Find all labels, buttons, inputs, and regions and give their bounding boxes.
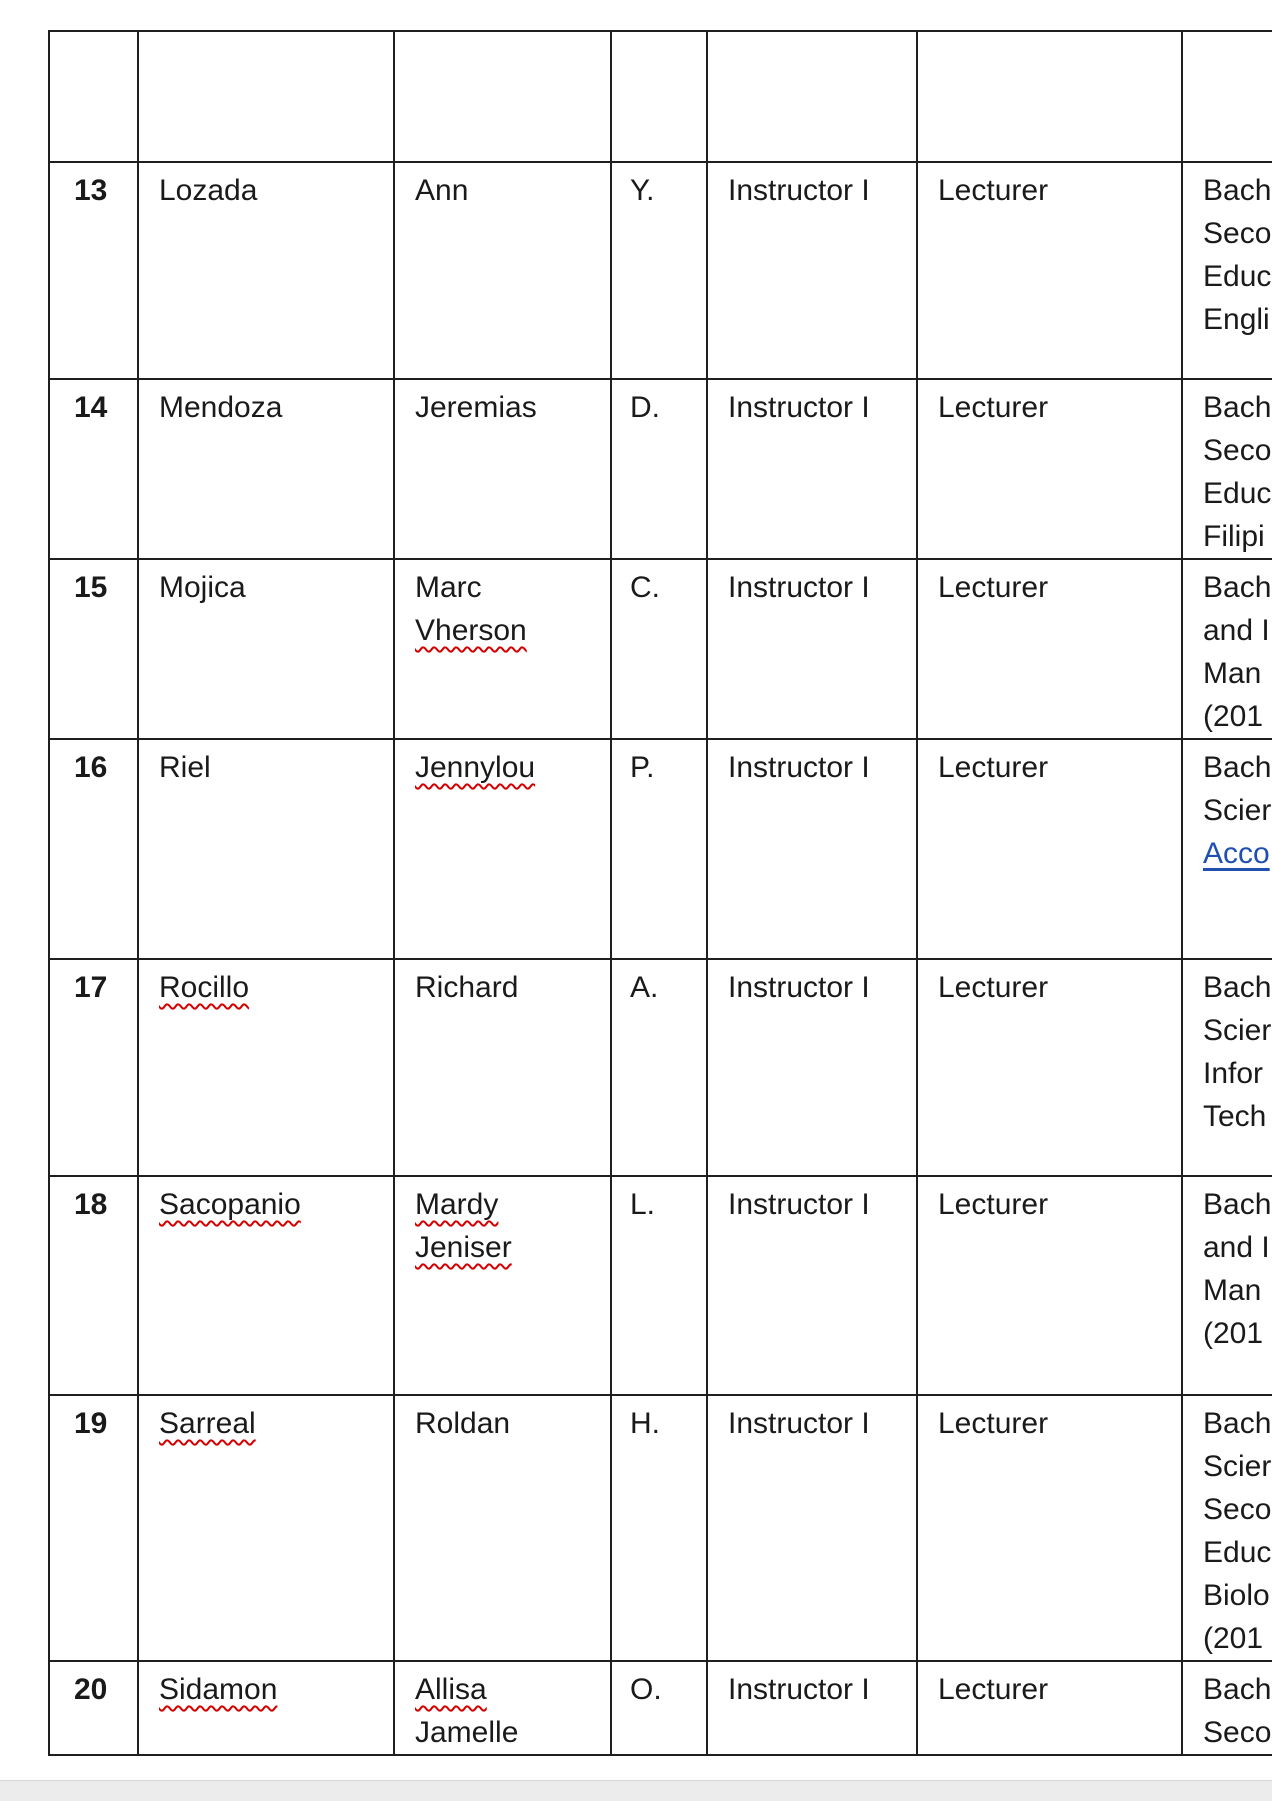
- last-name: [138, 1176, 394, 1395]
- academic-rank: Instructor I: [707, 1176, 917, 1395]
- education-cell: [1182, 1661, 1272, 1755]
- first-name: [394, 559, 611, 739]
- first-name: [394, 1176, 611, 1395]
- first-name-line: Allisa: [415, 1673, 487, 1706]
- education-line: Educ: [1203, 477, 1272, 510]
- bottom-bar: [0, 1780, 1272, 1801]
- last-name: Mendoza: [138, 379, 394, 559]
- education-cell: [1182, 1176, 1272, 1395]
- education-cell: [1182, 379, 1272, 559]
- row-number: 18: [49, 1176, 138, 1395]
- last-name-text: Sacopanio: [159, 1188, 301, 1221]
- academic-rank: Instructor I: [707, 162, 917, 379]
- faculty-table: [48, 30, 1272, 1756]
- education-line: Tech: [1203, 1100, 1267, 1133]
- last-name-text: Sarreal: [159, 1407, 256, 1440]
- education-cell: [1182, 162, 1272, 379]
- last-name: Lozada: [138, 162, 394, 379]
- last-name-text: Sidamon: [159, 1673, 278, 1706]
- academic-rank: Instructor I: [707, 379, 917, 559]
- first-name: [394, 162, 611, 379]
- middle-initial: L.: [611, 1176, 707, 1395]
- education-line: Scier: [1203, 1014, 1272, 1047]
- education-line: and I: [1203, 1231, 1270, 1264]
- education-line: Seco: [1203, 1493, 1272, 1526]
- education-cell: [1182, 959, 1272, 1176]
- academic-rank: Instructor I: [707, 739, 917, 959]
- middle-initial: A.: [611, 959, 707, 1176]
- first-name: [394, 1395, 611, 1661]
- header-cell: [394, 31, 611, 162]
- education-line: Seco: [1203, 217, 1272, 250]
- table-row: [49, 162, 1272, 379]
- education-line: and I: [1203, 614, 1270, 647]
- education-line: Educ: [1203, 1536, 1272, 1569]
- education-line: Man: [1203, 657, 1262, 690]
- first-name-line: Ann: [415, 174, 469, 207]
- education-line: Educ: [1203, 260, 1272, 293]
- row-number: 17: [49, 959, 138, 1176]
- education-line: Infor: [1203, 1057, 1264, 1090]
- education-line: Bach: [1203, 1673, 1272, 1706]
- first-name-line: Jennylou: [415, 751, 536, 784]
- table-row: [49, 1395, 1272, 1661]
- table-row: [49, 739, 1272, 959]
- header-cell: [138, 31, 394, 162]
- header-cell: [1182, 31, 1272, 162]
- employment-status: Lecturer: [917, 379, 1182, 559]
- table-row: [49, 559, 1272, 739]
- header-cell: [49, 31, 138, 162]
- table-row: [49, 1176, 1272, 1395]
- education-line: Scier: [1203, 1450, 1272, 1483]
- first-name: [394, 379, 611, 559]
- employment-status: Lecturer: [917, 739, 1182, 959]
- first-name-line: Vherson: [415, 614, 527, 647]
- education-line: Bach: [1203, 571, 1272, 604]
- education-line: Bach: [1203, 751, 1272, 784]
- education-line: Filipi: [1203, 520, 1265, 553]
- first-name-line: Richard: [415, 971, 519, 1004]
- last-name: Riel: [138, 739, 394, 959]
- education-line: Scier: [1203, 794, 1272, 827]
- education-line: Bach: [1203, 971, 1272, 1004]
- last-name: [138, 1661, 394, 1755]
- header-cell: [611, 31, 707, 162]
- education-line: (201: [1203, 1622, 1264, 1655]
- employment-status: Lecturer: [917, 162, 1182, 379]
- education-line: Bach: [1203, 174, 1272, 207]
- education-line: Seco: [1203, 1716, 1272, 1749]
- first-name-line: Jeremias: [415, 391, 537, 424]
- table-row: [49, 379, 1272, 559]
- row-number: 16: [49, 739, 138, 959]
- middle-initial: D.: [611, 379, 707, 559]
- row-number: 20: [49, 1661, 138, 1755]
- last-name: [138, 1395, 394, 1661]
- academic-rank: Instructor I: [707, 1395, 917, 1661]
- education-line: Biolo: [1203, 1579, 1270, 1612]
- middle-initial: O.: [611, 1661, 707, 1755]
- last-name-text: Rocillo: [159, 971, 250, 1004]
- middle-initial: H.: [611, 1395, 707, 1661]
- row-number: 19: [49, 1395, 138, 1661]
- academic-rank: Instructor I: [707, 559, 917, 739]
- education-cell: [1182, 559, 1272, 739]
- education-line: (201: [1203, 1317, 1264, 1350]
- first-name: [394, 959, 611, 1176]
- header-cell: [707, 31, 917, 162]
- row-number: 15: [49, 559, 138, 739]
- education-line: Seco: [1203, 434, 1272, 467]
- education-link[interactable]: Acco: [1203, 837, 1270, 870]
- last-name: Mojica: [138, 559, 394, 739]
- first-name: [394, 739, 611, 959]
- first-name-line: Mardy: [415, 1188, 499, 1221]
- table-header-row: [49, 31, 1272, 162]
- row-number: 14: [49, 379, 138, 559]
- middle-initial: P.: [611, 739, 707, 959]
- employment-status: Lecturer: [917, 1661, 1182, 1755]
- employment-status: Lecturer: [917, 1395, 1182, 1661]
- row-number: 13: [49, 162, 138, 379]
- first-name-line: Jeniser: [415, 1231, 512, 1264]
- first-name-line: Marc: [415, 571, 482, 604]
- education-cell: [1182, 739, 1272, 959]
- education-line: Bach: [1203, 1407, 1272, 1440]
- table-row: [49, 1661, 1272, 1755]
- last-name: [138, 959, 394, 1176]
- middle-initial: Y.: [611, 162, 707, 379]
- middle-initial: C.: [611, 559, 707, 739]
- academic-rank: Instructor I: [707, 959, 917, 1176]
- education-line: Bach: [1203, 1188, 1272, 1221]
- education-line: Bach: [1203, 391, 1272, 424]
- education-line: Man: [1203, 1274, 1262, 1307]
- education-line: (201: [1203, 700, 1264, 733]
- first-name-line: Jamelle: [415, 1716, 519, 1749]
- employment-status: Lecturer: [917, 559, 1182, 739]
- first-name-line: Roldan: [415, 1407, 511, 1440]
- education-line: Engli: [1203, 303, 1270, 336]
- academic-rank: Instructor I: [707, 1661, 917, 1755]
- employment-status: Lecturer: [917, 1176, 1182, 1395]
- header-cell: [917, 31, 1182, 162]
- first-name: [394, 1661, 611, 1755]
- education-cell: [1182, 1395, 1272, 1661]
- table-row: [49, 959, 1272, 1176]
- employment-status: Lecturer: [917, 959, 1182, 1176]
